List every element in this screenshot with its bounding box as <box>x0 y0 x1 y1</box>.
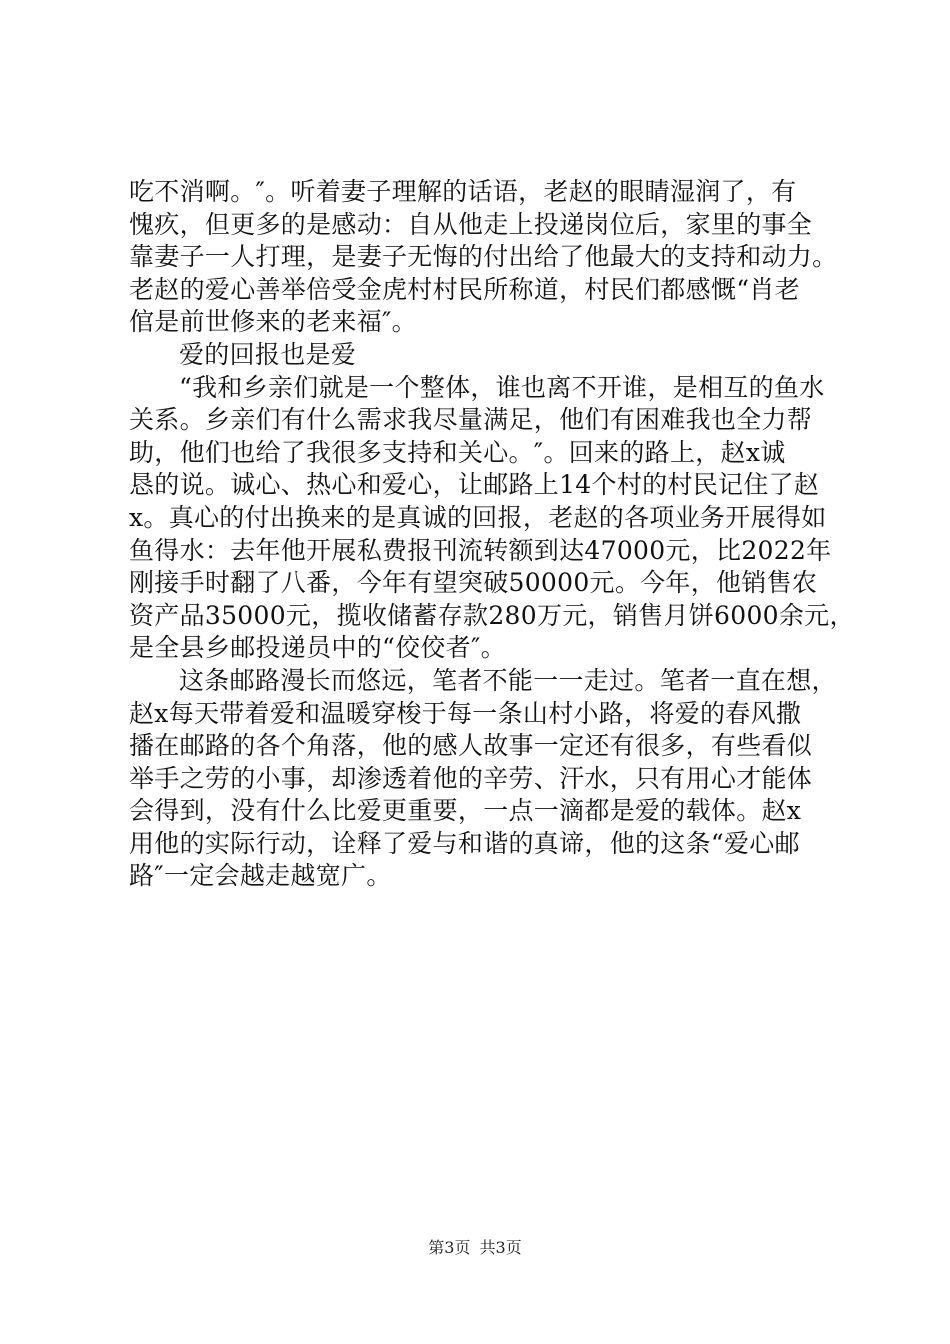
text-line: 老赵的爱心善举倍受金虎村村民所称道，村民们都感慨“肖老 <box>129 274 800 304</box>
text-line: 恳的说。诚心、热心和爱心，让邮路上14个村的村民记住了赵 <box>129 470 820 500</box>
text-line: 愧疚，但更多的是感动：自从他走上投递岗位后，家里的事全 <box>129 209 813 239</box>
text-line: 靠妻子一人打理，是妻子无悔的付出给了他最大的支持和动力。 <box>129 242 838 272</box>
text-line: 举手之劳的小事，却渗透着他的辛劳、汗水，只有用心才能体 <box>129 763 813 793</box>
page-footer <box>0 1237 950 1259</box>
document-body <box>129 176 855 893</box>
text-line: x。真心的付出换来的是真诚的回报，老赵的各项业务开展得如 <box>129 502 827 532</box>
text-line: 是全县乡邮投递员中的“佼佼者″。 <box>129 633 506 663</box>
text-line: 资产品35000元，揽收储蓄存款280万元，销售月饼6000余元， <box>129 600 855 630</box>
text-line: 吃不消啊。″。听着妻子理解的话语，老赵的眼睛湿润了，有 <box>129 177 797 206</box>
text-line: 赵x每天带着爱和温暖穿梭于每一条山村小路，将爱的春风撒 <box>129 698 802 728</box>
text-line: 会得到，没有什么比爱更重要，一点一滴都是爱的载体。赵x <box>129 796 802 826</box>
text-line: 倌是前世修来的老来福″。 <box>129 307 417 337</box>
section-heading: 爱的回报也是爱 <box>179 339 357 369</box>
text-line: 路″一定会越走越宽广。 <box>129 861 392 891</box>
text-line: 鱼得水：去年他开展私费报刊流转额到达47000元，比2022年 <box>129 535 832 565</box>
text-line: 刚接手时翻了八番，今年有望突破50000元。今年，他销售农 <box>129 568 818 598</box>
text-line: 关系。乡亲们有什么需求我尽量满足，他们有困难我也全力帮 <box>129 405 813 435</box>
page-number-current: 第3页 <box>428 1238 471 1257</box>
text-line: “我和乡亲们就是一个整体，谁也离不开谁，是相互的鱼水 <box>179 372 825 402</box>
page-number-total: 共3页 <box>479 1238 522 1257</box>
text-line: 用他的实际行动，诠释了爱与和谐的真谛，他的这条“爱心邮 <box>129 828 800 858</box>
text-line: 播在邮路的各个角落，他的感人故事一定还有很多，有些看似 <box>129 731 813 761</box>
text-line: 助，他们也给了我很多支持和关心。″。回来的路上，赵x诚 <box>129 437 786 467</box>
text-line: 这条邮路漫长而悠远，笔者不能一一走过。笔者一直在想， <box>179 665 837 695</box>
